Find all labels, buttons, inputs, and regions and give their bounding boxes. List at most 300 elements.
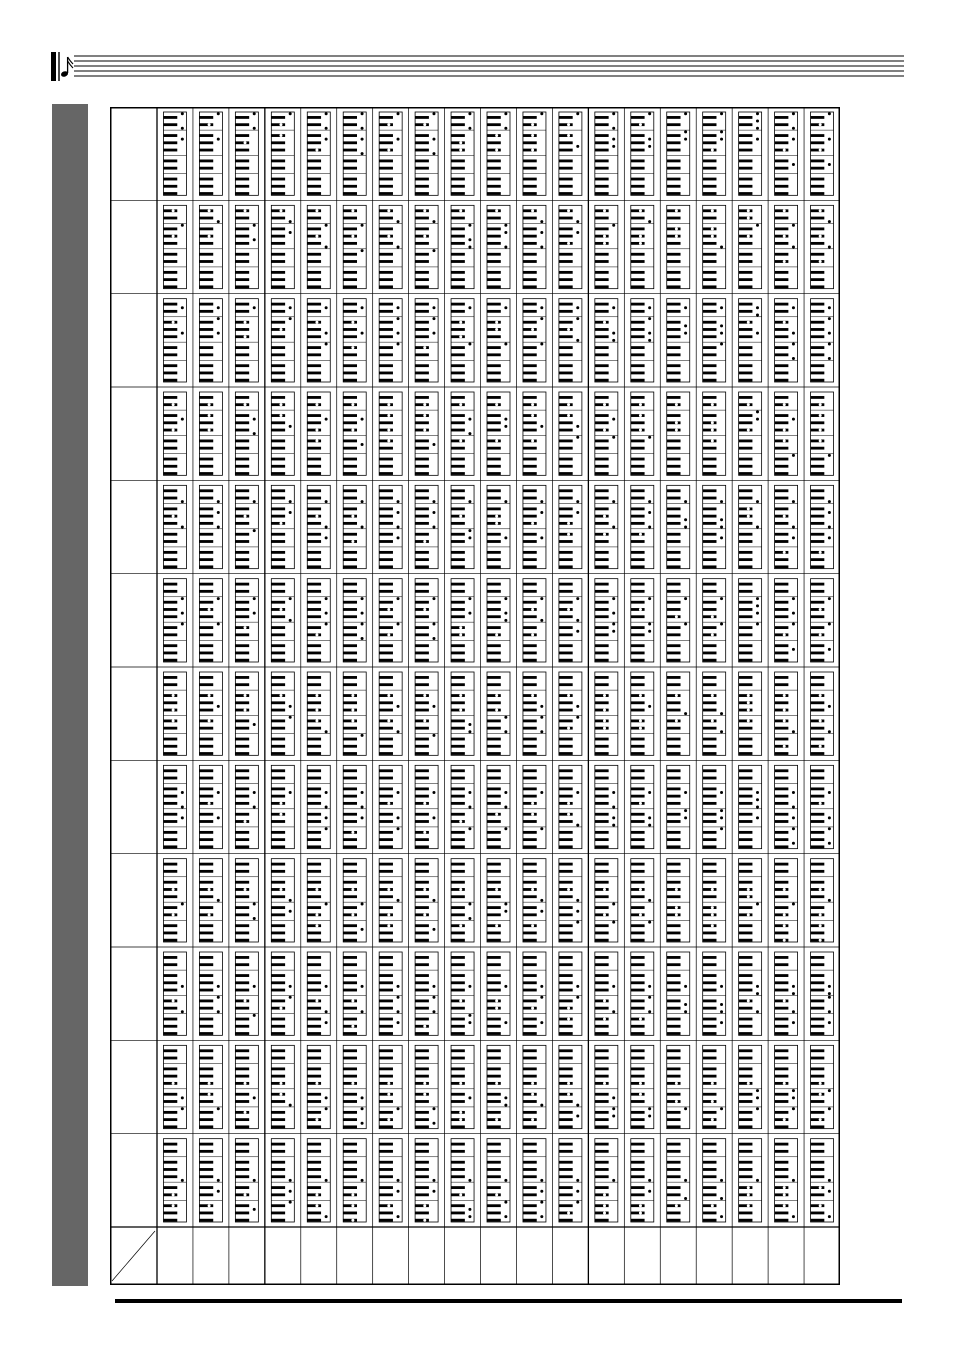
black-key (559, 863, 573, 866)
black-key (487, 989, 501, 992)
black-key (379, 1125, 393, 1128)
chord-diagram (307, 859, 330, 942)
chord-diagram (559, 485, 582, 568)
black-key (199, 633, 213, 636)
black-key (631, 802, 645, 805)
black-key (559, 659, 573, 662)
finger-dot (289, 996, 292, 999)
black-key (199, 321, 213, 324)
black-key (523, 644, 537, 647)
finger-dot (397, 705, 400, 708)
finger-dot (612, 145, 615, 148)
finger-dot (289, 899, 292, 902)
finger-dot (504, 791, 507, 794)
finger-dot (217, 899, 220, 902)
black-key (235, 720, 249, 723)
black-key (199, 659, 213, 662)
finger-dot (684, 518, 687, 521)
black-key (523, 813, 537, 816)
finger-dot (576, 425, 579, 428)
finger-dot (792, 816, 795, 819)
black-key (307, 134, 321, 137)
chord-diagram (667, 952, 690, 1035)
black-key (703, 278, 717, 281)
finger-dot (289, 425, 292, 428)
black-key (271, 608, 285, 611)
black-key (379, 396, 393, 399)
finger-dot (468, 127, 471, 130)
black-key (667, 1007, 681, 1010)
black-key (523, 1193, 537, 1196)
finger-dot (648, 145, 651, 148)
black-key (595, 522, 609, 525)
chord-diagram (307, 765, 330, 848)
finger-dot (387, 414, 390, 417)
black-key (595, 353, 609, 356)
black-key (811, 1075, 825, 1078)
finger-dot (639, 1204, 642, 1207)
finger-dot (289, 597, 292, 600)
black-key (163, 745, 177, 748)
black-key (523, 1093, 537, 1096)
finger-dot (576, 705, 579, 708)
finger-dot (792, 842, 795, 845)
black-key (775, 1067, 789, 1070)
black-key (631, 777, 645, 780)
chord-diagram (703, 299, 726, 382)
finger-dot (172, 719, 175, 722)
black-key (199, 489, 213, 492)
black-key (487, 141, 501, 144)
black-key (379, 974, 393, 977)
finger-dot (828, 138, 831, 141)
black-key (775, 644, 789, 647)
black-key (271, 1049, 285, 1052)
black-key (523, 863, 537, 866)
black-key (631, 932, 645, 935)
finger-dot (819, 235, 822, 238)
black-key (559, 321, 573, 324)
black-key (631, 1168, 645, 1171)
finger-dot (504, 342, 507, 345)
black-key (415, 694, 429, 697)
black-key (271, 472, 285, 475)
black-key (235, 845, 249, 848)
black-key (703, 601, 717, 604)
black-key (667, 1193, 681, 1196)
black-key (703, 533, 717, 536)
black-key (631, 863, 645, 866)
chord-diagram (271, 205, 294, 288)
black-key (595, 633, 609, 636)
black-key (487, 497, 501, 500)
black-key (235, 242, 249, 245)
black-key (163, 683, 177, 686)
black-key (487, 974, 501, 977)
black-key (379, 522, 393, 525)
black-key (703, 310, 717, 313)
black-key (379, 683, 393, 686)
black-key (703, 888, 717, 891)
black-key (775, 149, 789, 152)
finger-dot (639, 802, 642, 805)
black-key (163, 820, 177, 823)
black-key (451, 185, 465, 188)
chord-diagram (415, 299, 438, 382)
black-key (811, 895, 825, 898)
black-key (271, 981, 285, 984)
finger-dot (819, 694, 822, 697)
black-key (739, 1075, 753, 1078)
finger-dot (387, 209, 390, 212)
black-key (307, 1143, 321, 1146)
black-key (559, 379, 573, 382)
finger-dot (361, 902, 364, 905)
black-key (667, 583, 681, 586)
black-key (631, 209, 645, 212)
black-key (487, 160, 501, 163)
black-key (811, 242, 825, 245)
black-key (307, 429, 321, 432)
black-key (487, 515, 501, 518)
black-key (235, 403, 249, 406)
black-key (487, 745, 501, 748)
black-key (451, 888, 465, 891)
black-key (739, 472, 753, 475)
black-key (343, 1057, 357, 1060)
black-key (415, 1168, 429, 1171)
black-key (775, 615, 789, 618)
black-key (235, 123, 249, 126)
black-key (811, 752, 825, 755)
chord-diagram (523, 112, 546, 195)
finger-dot (181, 127, 184, 130)
finger-dot (828, 1179, 831, 1182)
black-key (523, 652, 537, 655)
finger-dot (289, 112, 292, 115)
black-key (667, 1143, 681, 1146)
black-key (343, 738, 357, 741)
black-key (163, 346, 177, 349)
black-key (451, 522, 465, 525)
black-key (739, 353, 753, 356)
black-key (523, 285, 537, 288)
black-key (775, 888, 789, 891)
black-key (811, 458, 825, 461)
black-key (811, 540, 825, 543)
finger-dot (397, 1010, 400, 1013)
finger-dot (397, 791, 400, 794)
finger-dot (289, 306, 292, 309)
black-key (415, 924, 429, 927)
finger-dot (459, 888, 462, 891)
black-key (559, 421, 573, 424)
black-key (703, 414, 717, 417)
black-key (703, 396, 717, 399)
black-key (487, 1204, 501, 1207)
black-key (163, 178, 177, 181)
black-key (307, 1118, 321, 1121)
black-key (379, 185, 393, 188)
finger-dot (279, 608, 282, 611)
black-key (415, 1175, 429, 1178)
black-key (703, 956, 717, 959)
black-key (739, 260, 753, 263)
black-key (379, 497, 393, 500)
black-key (739, 253, 753, 256)
black-key (199, 820, 213, 823)
black-key (811, 253, 825, 256)
black-key (199, 906, 213, 909)
finger-dot (783, 149, 786, 152)
black-key (775, 924, 789, 927)
black-key (775, 1143, 789, 1146)
black-key (163, 1186, 177, 1189)
black-key (739, 414, 753, 417)
finger-dot (612, 902, 615, 905)
black-key (163, 727, 177, 730)
finger-dot (172, 694, 175, 697)
finger-dot (792, 827, 795, 830)
black-key (415, 1032, 429, 1035)
black-key (379, 1025, 393, 1028)
black-key (775, 831, 789, 834)
finger-dot (828, 622, 831, 625)
finger-dot (217, 622, 220, 625)
black-key (379, 533, 393, 536)
finger-dot (504, 418, 507, 421)
finger-dot (181, 306, 184, 309)
black-key (523, 1150, 537, 1153)
black-key (631, 178, 645, 181)
finger-dot (603, 913, 606, 916)
black-key (235, 429, 249, 432)
chord-diagram (163, 1139, 186, 1222)
finger-dot (720, 622, 723, 625)
finger-dot (603, 235, 606, 238)
finger-dot (639, 235, 642, 238)
black-key (415, 838, 429, 841)
finger-dot (351, 831, 354, 834)
black-key (595, 870, 609, 873)
black-key (379, 590, 393, 593)
black-key (379, 364, 393, 367)
black-key (487, 845, 501, 848)
finger-dot (387, 608, 390, 611)
finger-dot (253, 418, 256, 421)
black-key (523, 141, 537, 144)
finger-dot (576, 436, 579, 439)
black-key (667, 1000, 681, 1003)
chord-diagram (271, 765, 294, 848)
black-key (631, 956, 645, 959)
black-key (271, 956, 285, 959)
black-key (379, 963, 393, 966)
finger-dot (720, 1021, 723, 1024)
finger-dot (397, 597, 400, 600)
finger-dot (351, 1219, 354, 1222)
black-key (487, 440, 501, 443)
finger-dot (397, 526, 400, 529)
finger-dot (244, 1111, 247, 1114)
black-key (703, 472, 717, 475)
black-key (235, 981, 249, 984)
black-key (235, 278, 249, 281)
black-key (631, 870, 645, 873)
finger-dot (684, 1107, 687, 1110)
black-key (523, 738, 537, 741)
black-key (415, 676, 429, 679)
black-key (559, 364, 573, 367)
chord-diagram (271, 112, 294, 195)
finger-dot (315, 709, 318, 712)
black-key (343, 626, 357, 629)
finger-dot (567, 414, 570, 417)
finger-dot (397, 996, 400, 999)
black-key (271, 346, 285, 349)
black-key (271, 1067, 285, 1070)
black-key (631, 813, 645, 816)
black-key (559, 1204, 573, 1207)
black-key (307, 149, 321, 152)
black-key (379, 795, 393, 798)
black-key (343, 209, 357, 212)
chord-diagram (271, 952, 294, 1035)
finger-dot (819, 608, 822, 611)
chord-diagram (523, 952, 546, 1035)
black-key (451, 465, 465, 468)
black-key (667, 615, 681, 618)
finger-dot (504, 1096, 507, 1099)
black-key (811, 515, 825, 518)
black-key (739, 820, 753, 823)
black-key (667, 540, 681, 543)
chord-diagram (487, 672, 510, 755)
black-key (595, 727, 609, 730)
chord-diagram (163, 952, 186, 1035)
black-key (559, 278, 573, 281)
black-key (199, 888, 213, 891)
black-key (703, 335, 717, 338)
finger-dot (423, 403, 426, 406)
black-key (667, 507, 681, 510)
finger-dot (387, 694, 390, 697)
finger-dot (792, 648, 795, 651)
black-key (415, 141, 429, 144)
finger-dot (387, 802, 390, 805)
black-key (703, 167, 717, 170)
black-key (415, 379, 429, 382)
black-key (199, 149, 213, 152)
finger-dot (756, 112, 759, 115)
finger-dot (351, 540, 354, 543)
black-key (487, 1143, 501, 1146)
black-key (199, 440, 213, 443)
black-key (379, 939, 393, 942)
black-key (559, 1111, 573, 1114)
finger-dot (576, 824, 579, 827)
finger-dot (432, 112, 435, 115)
black-key (703, 727, 717, 730)
black-key (343, 745, 357, 748)
finger-dot (819, 123, 822, 126)
finger-dot (756, 985, 759, 988)
finger-dot (603, 429, 606, 432)
chord-diagram (631, 112, 654, 195)
black-key (487, 644, 501, 647)
black-key (235, 227, 249, 230)
black-key (667, 727, 681, 730)
black-key (199, 1067, 213, 1070)
black-key (703, 522, 717, 525)
black-key (307, 1018, 321, 1021)
finger-dot (351, 403, 354, 406)
black-key (775, 1032, 789, 1035)
black-key (667, 956, 681, 959)
black-key (271, 1143, 285, 1146)
finger-dot (603, 1211, 606, 1214)
black-key (235, 590, 249, 593)
black-key (595, 777, 609, 780)
black-key (739, 271, 753, 274)
black-key (595, 253, 609, 256)
black-key (667, 551, 681, 554)
black-key (379, 615, 393, 618)
black-key (631, 1193, 645, 1196)
black-key (523, 1018, 537, 1021)
black-key (487, 522, 501, 525)
finger-dot (531, 403, 534, 406)
chord-diagram (379, 952, 402, 1035)
black-key (379, 924, 393, 927)
finger-dot (720, 1010, 723, 1013)
black-key (631, 364, 645, 367)
black-key (487, 1049, 501, 1052)
chord-diagram (199, 205, 222, 288)
finger-dot (351, 1204, 354, 1207)
finger-dot (783, 439, 786, 442)
black-key (379, 1168, 393, 1171)
black-key (559, 795, 573, 798)
black-key (307, 727, 321, 730)
black-key (595, 683, 609, 686)
black-key (595, 1212, 609, 1215)
black-key (739, 974, 753, 977)
chord-diagram (235, 1045, 258, 1128)
black-key (523, 396, 537, 399)
black-key (523, 727, 537, 730)
black-key (415, 429, 429, 432)
finger-dot (504, 500, 507, 503)
black-key (163, 1093, 177, 1096)
black-key (415, 932, 429, 935)
staff-lines (74, 56, 904, 76)
chord-diagram (379, 485, 402, 568)
finger-dot (828, 992, 831, 995)
black-key (703, 260, 717, 263)
black-key (559, 1143, 573, 1146)
black-key (163, 465, 177, 468)
black-key (559, 472, 573, 475)
black-key (163, 870, 177, 873)
finger-dot (468, 1179, 471, 1182)
finger-dot (495, 328, 498, 331)
black-key (631, 644, 645, 647)
black-key (199, 813, 213, 816)
black-key (739, 701, 753, 704)
black-key (451, 540, 465, 543)
finger-dot (217, 597, 220, 600)
